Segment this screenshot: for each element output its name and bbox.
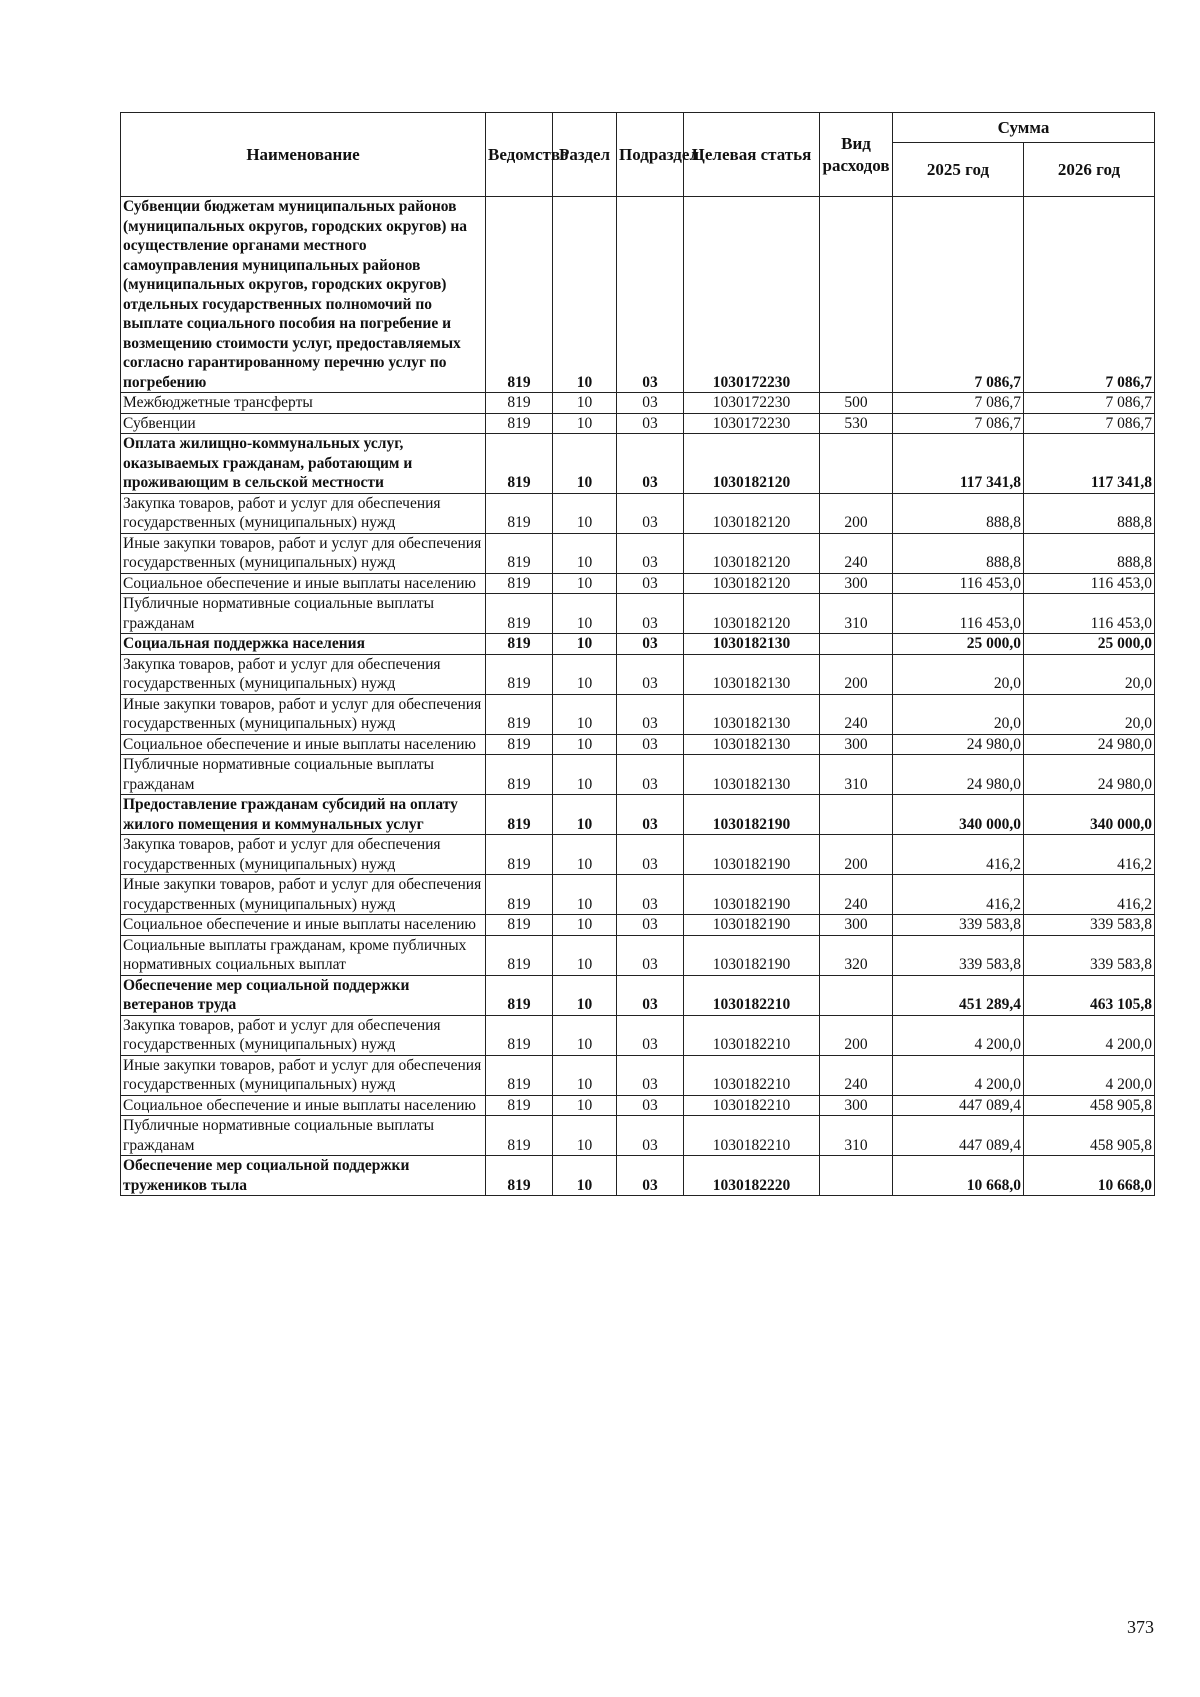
row-vid-rashodov: 310 <box>820 1116 893 1156</box>
row-vid-rashodov <box>820 434 893 494</box>
row-celevaya-statya: 1030182130 <box>684 654 820 694</box>
row-vid-rashodov: 530 <box>820 413 893 434</box>
row-vid-rashodov: 200 <box>820 654 893 694</box>
table-row <box>121 594 1155 634</box>
table-row <box>121 755 1155 795</box>
row-vedomstvo: 819 <box>486 1116 553 1156</box>
row-podrazdel: 03 <box>617 493 684 533</box>
header-year-2025: 2025 год <box>893 143 1024 197</box>
row-podrazdel: 03 <box>617 533 684 573</box>
row-razdel: 10 <box>553 434 617 494</box>
row-podrazdel: 03 <box>617 1055 684 1095</box>
table-row <box>121 434 1155 494</box>
row-sum-2026: 339 583,8 <box>1024 915 1155 936</box>
row-vid-rashodov: 240 <box>820 1055 893 1095</box>
row-sum-2026: 24 980,0 <box>1024 734 1155 755</box>
row-name: Субвенции бюджетам муниципальных районов (муниципальных округов, городских округов) на осуществление органами местного самоуправления муниципальных районов (муниципальных округов, городских округов) отдельных государственных полномочий по выплате социального пособия на погребение и возмещению стоимости услуг, предоставляемых согласно гарантированному перечню услуг по погребению <box>121 197 486 393</box>
row-razdel: 10 <box>553 1156 617 1196</box>
row-podrazdel: 03 <box>617 197 684 393</box>
row-name: Социальная поддержка населения <box>121 634 486 655</box>
row-celevaya-statya: 1030182190 <box>684 875 820 915</box>
row-sum-2026: 7 086,7 <box>1024 393 1155 414</box>
row-celevaya-statya: 1030182210 <box>684 1055 820 1095</box>
row-sum-2025: 451 289,4 <box>893 975 1024 1015</box>
header-razdel: Раздел <box>553 113 617 197</box>
row-name: Закупка товаров, работ и услуг для обеспечения государственных (муниципальных) нужд <box>121 493 486 533</box>
row-celevaya-statya: 1030182120 <box>684 434 820 494</box>
row-sum-2025: 24 980,0 <box>893 734 1024 755</box>
table-row <box>121 1116 1155 1156</box>
row-sum-2026: 4 200,0 <box>1024 1015 1155 1055</box>
row-celevaya-statya: 1030182210 <box>684 975 820 1015</box>
row-celevaya-statya: 1030182220 <box>684 1156 820 1196</box>
row-razdel: 10 <box>553 533 617 573</box>
table-row <box>121 915 1155 936</box>
row-vid-rashodov: 300 <box>820 1095 893 1116</box>
row-vedomstvo: 819 <box>486 795 553 835</box>
row-sum-2026: 458 905,8 <box>1024 1095 1155 1116</box>
row-name: Социальные выплаты гражданам, кроме публичных нормативных социальных выплат <box>121 935 486 975</box>
row-name: Закупка товаров, работ и услуг для обеспечения государственных (муниципальных) нужд <box>121 835 486 875</box>
row-vedomstvo: 819 <box>486 654 553 694</box>
row-sum-2025: 888,8 <box>893 533 1024 573</box>
row-celevaya-statya: 1030182130 <box>684 634 820 655</box>
row-celevaya-statya: 1030182120 <box>684 493 820 533</box>
row-razdel: 10 <box>553 594 617 634</box>
row-name: Публичные нормативные социальные выплаты гражданам <box>121 594 486 634</box>
row-sum-2026: 20,0 <box>1024 694 1155 734</box>
row-sum-2025: 7 086,7 <box>893 393 1024 414</box>
row-sum-2025: 20,0 <box>893 694 1024 734</box>
row-name: Межбюджетные трансферты <box>121 393 486 414</box>
row-vedomstvo: 819 <box>486 533 553 573</box>
row-sum-2026: 7 086,7 <box>1024 413 1155 434</box>
row-vedomstvo: 819 <box>486 935 553 975</box>
row-name: Обеспечение мер социальной поддержки ветеранов труда <box>121 975 486 1015</box>
table-row <box>121 1055 1155 1095</box>
row-vedomstvo: 819 <box>486 594 553 634</box>
row-celevaya-statya: 1030182130 <box>684 734 820 755</box>
row-sum-2025: 416,2 <box>893 875 1024 915</box>
table-row <box>121 935 1155 975</box>
table-row <box>121 835 1155 875</box>
row-vid-rashodov <box>820 975 893 1015</box>
row-podrazdel: 03 <box>617 434 684 494</box>
row-vedomstvo: 819 <box>486 975 553 1015</box>
row-podrazdel: 03 <box>617 1015 684 1055</box>
row-sum-2025: 117 341,8 <box>893 434 1024 494</box>
row-celevaya-statya: 1030182120 <box>684 533 820 573</box>
page-number: 373 <box>1127 1617 1154 1637</box>
row-celevaya-statya: 1030172230 <box>684 393 820 414</box>
row-razdel: 10 <box>553 573 617 594</box>
row-sum-2025: 10 668,0 <box>893 1156 1024 1196</box>
row-sum-2026: 888,8 <box>1024 533 1155 573</box>
row-razdel: 10 <box>553 915 617 936</box>
row-sum-2025: 4 200,0 <box>893 1055 1024 1095</box>
row-vedomstvo: 819 <box>486 393 553 414</box>
row-podrazdel: 03 <box>617 1116 684 1156</box>
row-celevaya-statya: 1030182190 <box>684 935 820 975</box>
row-celevaya-statya: 1030172230 <box>684 413 820 434</box>
row-razdel: 10 <box>553 1015 617 1055</box>
row-name: Обеспечение мер социальной поддержки тружеников тыла <box>121 1156 486 1196</box>
row-vid-rashodov: 200 <box>820 1015 893 1055</box>
row-vedomstvo: 819 <box>486 1156 553 1196</box>
row-podrazdel: 03 <box>617 935 684 975</box>
row-sum-2025: 20,0 <box>893 654 1024 694</box>
row-sum-2026: 20,0 <box>1024 654 1155 694</box>
row-vedomstvo: 819 <box>486 197 553 393</box>
row-razdel: 10 <box>553 197 617 393</box>
row-sum-2026: 416,2 <box>1024 835 1155 875</box>
row-razdel: 10 <box>553 755 617 795</box>
row-sum-2025: 339 583,8 <box>893 935 1024 975</box>
row-vedomstvo: 819 <box>486 493 553 533</box>
header-vid-rashodov: Вид расходов <box>820 113 893 197</box>
row-vid-rashodov: 240 <box>820 533 893 573</box>
row-name: Субвенции <box>121 413 486 434</box>
table-row <box>121 1156 1155 1196</box>
row-name: Иные закупки товаров, работ и услуг для обеспечения государственных (муниципальных) нужд <box>121 875 486 915</box>
row-celevaya-statya: 1030182120 <box>684 594 820 634</box>
table-row <box>121 493 1155 533</box>
row-vid-rashodov: 500 <box>820 393 893 414</box>
row-name: Иные закупки товаров, работ и услуг для обеспечения государственных (муниципальных) нужд <box>121 1055 486 1095</box>
row-celevaya-statya: 1030182210 <box>684 1095 820 1116</box>
row-vedomstvo: 819 <box>486 573 553 594</box>
row-sum-2025: 447 089,4 <box>893 1116 1024 1156</box>
row-vid-rashodov: 300 <box>820 915 893 936</box>
row-sum-2025: 25 000,0 <box>893 634 1024 655</box>
row-razdel: 10 <box>553 875 617 915</box>
row-sum-2026: 10 668,0 <box>1024 1156 1155 1196</box>
row-vedomstvo: 819 <box>486 1095 553 1116</box>
row-podrazdel: 03 <box>617 734 684 755</box>
row-vid-rashodov: 310 <box>820 755 893 795</box>
row-celevaya-statya: 1030182210 <box>684 1015 820 1055</box>
row-razdel: 10 <box>553 1116 617 1156</box>
row-celevaya-statya: 1030172230 <box>684 197 820 393</box>
table-row <box>121 533 1155 573</box>
row-razdel: 10 <box>553 493 617 533</box>
row-podrazdel: 03 <box>617 654 684 694</box>
row-razdel: 10 <box>553 1095 617 1116</box>
row-vedomstvo: 819 <box>486 915 553 936</box>
row-sum-2026: 116 453,0 <box>1024 594 1155 634</box>
row-name: Закупка товаров, работ и услуг для обеспечения государственных (муниципальных) нужд <box>121 654 486 694</box>
row-podrazdel: 03 <box>617 975 684 1015</box>
row-name: Предоставление гражданам субсидий на оплату жилого помещения и коммунальных услуг <box>121 795 486 835</box>
table-row <box>121 634 1155 655</box>
row-name: Иные закупки товаров, работ и услуг для обеспечения государственных (муниципальных) нужд <box>121 533 486 573</box>
row-podrazdel: 03 <box>617 1095 684 1116</box>
row-name: Публичные нормативные социальные выплаты гражданам <box>121 1116 486 1156</box>
table-row <box>121 694 1155 734</box>
row-vedomstvo: 819 <box>486 875 553 915</box>
row-vedomstvo: 819 <box>486 755 553 795</box>
row-vid-rashodov: 200 <box>820 493 893 533</box>
row-sum-2026: 340 000,0 <box>1024 795 1155 835</box>
row-sum-2026: 24 980,0 <box>1024 755 1155 795</box>
row-podrazdel: 03 <box>617 795 684 835</box>
table-row <box>121 197 1155 393</box>
row-sum-2025: 447 089,4 <box>893 1095 1024 1116</box>
row-razdel: 10 <box>553 694 617 734</box>
row-podrazdel: 03 <box>617 413 684 434</box>
row-celevaya-statya: 1030182120 <box>684 573 820 594</box>
row-vid-rashodov: 320 <box>820 935 893 975</box>
row-podrazdel: 03 <box>617 393 684 414</box>
table-body <box>121 197 1155 1196</box>
row-sum-2026: 116 453,0 <box>1024 573 1155 594</box>
table-row <box>121 795 1155 835</box>
header-summa: Сумма <box>893 113 1155 143</box>
header-name: Наименование <box>121 113 486 197</box>
row-vedomstvo: 819 <box>486 835 553 875</box>
header-year-2026: 2026 год <box>1024 143 1155 197</box>
row-razdel: 10 <box>553 935 617 975</box>
row-sum-2025: 339 583,8 <box>893 915 1024 936</box>
row-sum-2026: 4 200,0 <box>1024 1055 1155 1095</box>
row-razdel: 10 <box>553 795 617 835</box>
row-name: Публичные нормативные социальные выплаты гражданам <box>121 755 486 795</box>
row-sum-2025: 116 453,0 <box>893 594 1024 634</box>
row-sum-2025: 4 200,0 <box>893 1015 1024 1055</box>
table-row <box>121 875 1155 915</box>
row-vid-rashodov <box>820 197 893 393</box>
row-vedomstvo: 819 <box>486 634 553 655</box>
row-vedomstvo: 819 <box>486 1055 553 1095</box>
row-podrazdel: 03 <box>617 1156 684 1196</box>
header-vedomstvo: Ведомство <box>486 113 553 197</box>
row-sum-2026: 458 905,8 <box>1024 1116 1155 1156</box>
row-sum-2025: 24 980,0 <box>893 755 1024 795</box>
row-podrazdel: 03 <box>617 594 684 634</box>
row-vedomstvo: 819 <box>486 434 553 494</box>
row-name: Иные закупки товаров, работ и услуг для обеспечения государственных (муниципальных) нужд <box>121 694 486 734</box>
row-vid-rashodov: 300 <box>820 734 893 755</box>
row-sum-2026: 463 105,8 <box>1024 975 1155 1015</box>
row-vid-rashodov: 310 <box>820 594 893 634</box>
row-podrazdel: 03 <box>617 915 684 936</box>
row-celevaya-statya: 1030182210 <box>684 1116 820 1156</box>
row-vedomstvo: 819 <box>486 1015 553 1055</box>
row-sum-2025: 340 000,0 <box>893 795 1024 835</box>
row-name: Социальное обеспечение и иные выплаты населению <box>121 915 486 936</box>
table-row <box>121 573 1155 594</box>
row-vid-rashodov: 240 <box>820 694 893 734</box>
table-row <box>121 413 1155 434</box>
row-sum-2025: 416,2 <box>893 835 1024 875</box>
row-vedomstvo: 819 <box>486 694 553 734</box>
header-celevaya-statya: Целевая статья <box>684 113 820 197</box>
row-vid-rashodov: 200 <box>820 835 893 875</box>
row-celevaya-statya: 1030182190 <box>684 835 820 875</box>
row-vid-rashodov: 300 <box>820 573 893 594</box>
row-vid-rashodov: 240 <box>820 875 893 915</box>
table-row <box>121 1015 1155 1055</box>
row-podrazdel: 03 <box>617 835 684 875</box>
row-sum-2025: 7 086,7 <box>893 197 1024 393</box>
row-sum-2026: 7 086,7 <box>1024 197 1155 393</box>
budget-table <box>120 112 1155 1196</box>
row-sum-2026: 416,2 <box>1024 875 1155 915</box>
row-razdel: 10 <box>553 835 617 875</box>
row-vedomstvo: 819 <box>486 734 553 755</box>
row-sum-2026: 339 583,8 <box>1024 935 1155 975</box>
table-row <box>121 975 1155 1015</box>
row-podrazdel: 03 <box>617 694 684 734</box>
header-podrazdel: Подраздел <box>617 113 684 197</box>
row-sum-2025: 116 453,0 <box>893 573 1024 594</box>
row-podrazdel: 03 <box>617 634 684 655</box>
row-podrazdel: 03 <box>617 755 684 795</box>
row-vid-rashodov <box>820 795 893 835</box>
row-vid-rashodov <box>820 634 893 655</box>
row-sum-2026: 25 000,0 <box>1024 634 1155 655</box>
row-sum-2025: 888,8 <box>893 493 1024 533</box>
row-razdel: 10 <box>553 654 617 694</box>
row-razdel: 10 <box>553 975 617 1015</box>
row-celevaya-statya: 1030182130 <box>684 755 820 795</box>
row-razdel: 10 <box>553 393 617 414</box>
row-podrazdel: 03 <box>617 875 684 915</box>
table-row <box>121 1095 1155 1116</box>
row-sum-2026: 117 341,8 <box>1024 434 1155 494</box>
row-name: Социальное обеспечение и иные выплаты населению <box>121 573 486 594</box>
row-celevaya-statya: 1030182190 <box>684 915 820 936</box>
row-name: Социальное обеспечение и иные выплаты населению <box>121 1095 486 1116</box>
row-name: Оплата жилищно-коммунальных услуг, оказываемых гражданам, работающим и проживающим в сельской местности <box>121 434 486 494</box>
row-razdel: 10 <box>553 634 617 655</box>
table-row <box>121 654 1155 694</box>
row-vedomstvo: 819 <box>486 413 553 434</box>
row-razdel: 10 <box>553 413 617 434</box>
row-podrazdel: 03 <box>617 573 684 594</box>
row-sum-2026: 888,8 <box>1024 493 1155 533</box>
row-name: Социальное обеспечение и иные выплаты населению <box>121 734 486 755</box>
row-vid-rashodov <box>820 1156 893 1196</box>
table-row <box>121 393 1155 414</box>
row-name: Закупка товаров, работ и услуг для обеспечения государственных (муниципальных) нужд <box>121 1015 486 1055</box>
row-celevaya-statya: 1030182130 <box>684 694 820 734</box>
table-row <box>121 734 1155 755</box>
row-celevaya-statya: 1030182190 <box>684 795 820 835</box>
row-razdel: 10 <box>553 1055 617 1095</box>
row-razdel: 10 <box>553 734 617 755</box>
row-sum-2025: 7 086,7 <box>893 413 1024 434</box>
